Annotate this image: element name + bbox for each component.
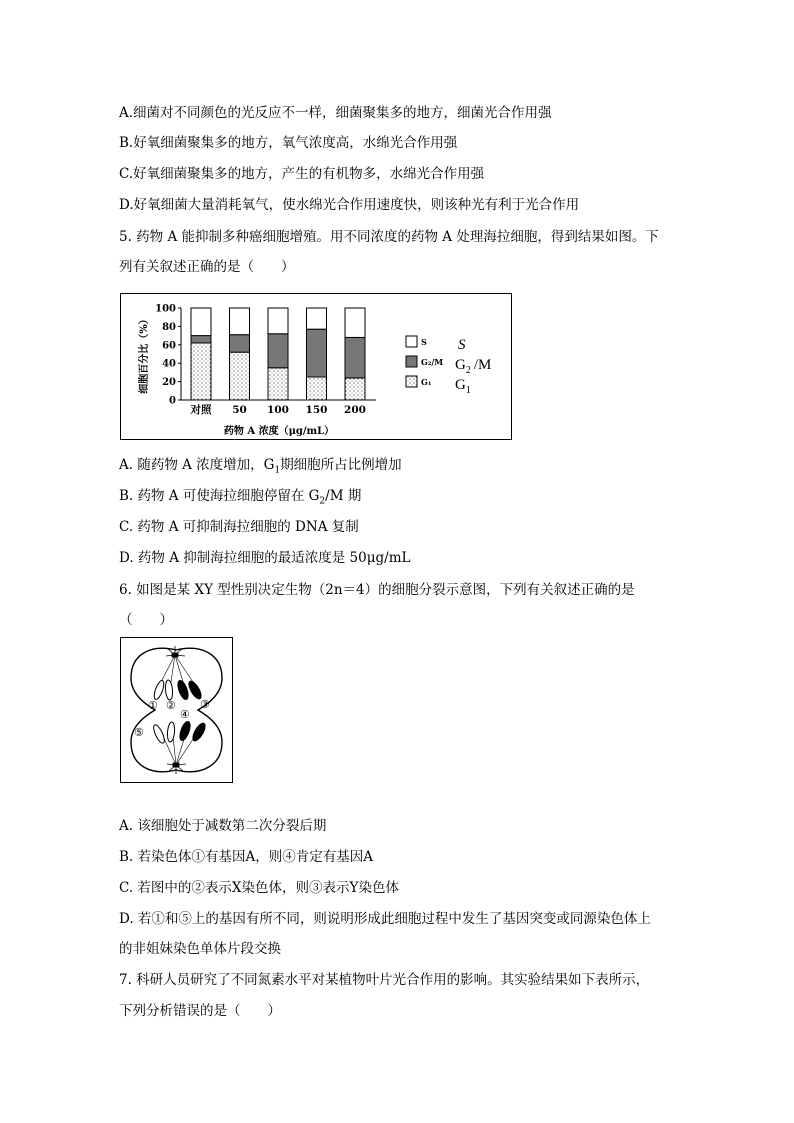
q5-stem-line1: 5. 药物 A 能抑制多种癌细胞增殖。用不同浓度的药物 A 处理海拉细胞，得到结果如图。下 xyxy=(119,229,659,245)
bar-s-2 xyxy=(268,308,288,334)
q5-figure xyxy=(120,293,512,440)
cell-division-diagram xyxy=(121,638,232,782)
y-axis-label: 细胞百分比（%） xyxy=(139,314,150,394)
bar-g1-0 xyxy=(191,343,211,400)
x-tick-label: 对照 xyxy=(190,404,212,416)
q5-option-a: A. 随药物 A 浓度增加，$G_1$期细胞所占比例增加 xyxy=(119,457,402,476)
q5-option-c: C. 药物 A 可抑制海拉细胞的 DNA 复制 xyxy=(119,519,359,535)
label-2: ② xyxy=(166,699,176,712)
y-tick-label: 0 xyxy=(169,395,176,407)
q6-option-c: C. 若图中的②表示X染色体，则③表示Y染色体 xyxy=(119,880,399,896)
y-tick-label: 40 xyxy=(162,358,176,370)
q7-stem-line2: 下列分析错误的是（ ） xyxy=(119,1003,281,1019)
bar-s-0 xyxy=(191,308,211,336)
legend-swatch-1 xyxy=(406,356,417,367)
q5-stem-line2: 列有关叙述正确的是（ ） xyxy=(119,259,295,275)
label-5: ⑤ xyxy=(134,726,144,739)
label-4: ④ xyxy=(180,708,190,721)
bar-s-4 xyxy=(345,308,365,337)
y-tick-label: 20 xyxy=(162,377,176,389)
x-tick-label: 50 xyxy=(232,404,247,416)
q5-option-b: B. 药物 A 可使海拉细胞停留在 $G_2/M$ 期 xyxy=(119,488,362,507)
q4-option-a: A.细菌对不同颜色的光反应不一样，细菌聚集多的地方，细菌光合作用强 xyxy=(119,105,552,121)
q6-stem-line1: 6. 如图是某 XY 型性别决定生物（2n＝4）的细胞分裂示意图，下列有关叙述正确的是 xyxy=(119,582,635,598)
legend-label-0: S xyxy=(421,337,427,347)
bar-g1-1 xyxy=(230,352,250,400)
bar-g2m-3 xyxy=(307,329,327,377)
legend-label-1: G₂/M xyxy=(421,357,444,367)
legend-label-2: G₁ xyxy=(421,377,432,387)
bar-g2m-2 xyxy=(268,334,288,368)
q6-stem-line2: （ ） xyxy=(119,612,173,628)
spindle-top xyxy=(161,655,193,682)
q4-option-d: D.好氧细菌大量消耗氧气，使水绵光合作用速度快，则该种光有利于光合作用 xyxy=(119,197,580,213)
q7-stem-line1: 7. 科研人员研究了不同氮素水平对某植物叶片光合作用的影响。其实验结果如下表所示， xyxy=(119,972,650,988)
bar-g1-2 xyxy=(268,368,288,400)
q6-option-d: D. 若①和⑤上的基因有所不同，则说明形成此细胞过程中发生了基因突变或同源染色体上 xyxy=(119,911,651,927)
bar-g2m-4 xyxy=(345,337,365,377)
q6-figure xyxy=(120,637,233,783)
bar-g1-3 xyxy=(307,377,327,400)
q5-option-d: D. 药物 A 抑制海拉细胞的最适浓度是 50μg/mL xyxy=(119,550,411,566)
chromosomes-top xyxy=(152,679,203,701)
q6-option-b: B. 若染色体①有基因A，则④肯定有基因A xyxy=(119,849,374,865)
annot-g1: $G_1$ xyxy=(455,377,471,396)
label-1: ① xyxy=(148,699,158,712)
q4-option-b: B.好氧细菌聚集多的地方，氧气浓度高，水绵光合作用强 xyxy=(119,135,458,151)
legend-swatch-2 xyxy=(406,376,417,387)
annot-s: S xyxy=(458,337,466,353)
x-axis-label: 药物 A 浓度（μg/mL） xyxy=(223,426,335,437)
annot-g2m: $G_2$ /M xyxy=(455,357,492,376)
bar-g2m-0 xyxy=(191,336,211,343)
bar-s-1 xyxy=(230,308,250,335)
y-tick-label: 100 xyxy=(155,303,176,315)
bar-g2m-1 xyxy=(230,335,250,352)
q6-option-a: A. 该细胞处于减数第二次分裂后期 xyxy=(119,818,327,834)
bar-s-3 xyxy=(307,308,327,329)
x-tick-label: 150 xyxy=(305,404,328,416)
y-tick-label: 80 xyxy=(162,321,176,333)
cell-cycle-chart xyxy=(121,294,511,439)
x-tick-label: 100 xyxy=(267,404,289,416)
spindle-bottom xyxy=(163,736,195,765)
legend-swatch-0 xyxy=(406,336,417,347)
bar-g1-4 xyxy=(345,378,365,400)
chromosomes-bottom xyxy=(152,720,208,744)
q4-option-c: C.好氧细菌聚集多的地方，产生的有机物多，水绵光合作用强 xyxy=(119,166,485,182)
q6-option-d-cont: 的非姐妹染色单体片段交换 xyxy=(119,941,281,957)
label-3: ③ xyxy=(200,698,210,711)
y-tick-label: 60 xyxy=(162,340,176,352)
x-tick-label: 200 xyxy=(344,404,366,416)
